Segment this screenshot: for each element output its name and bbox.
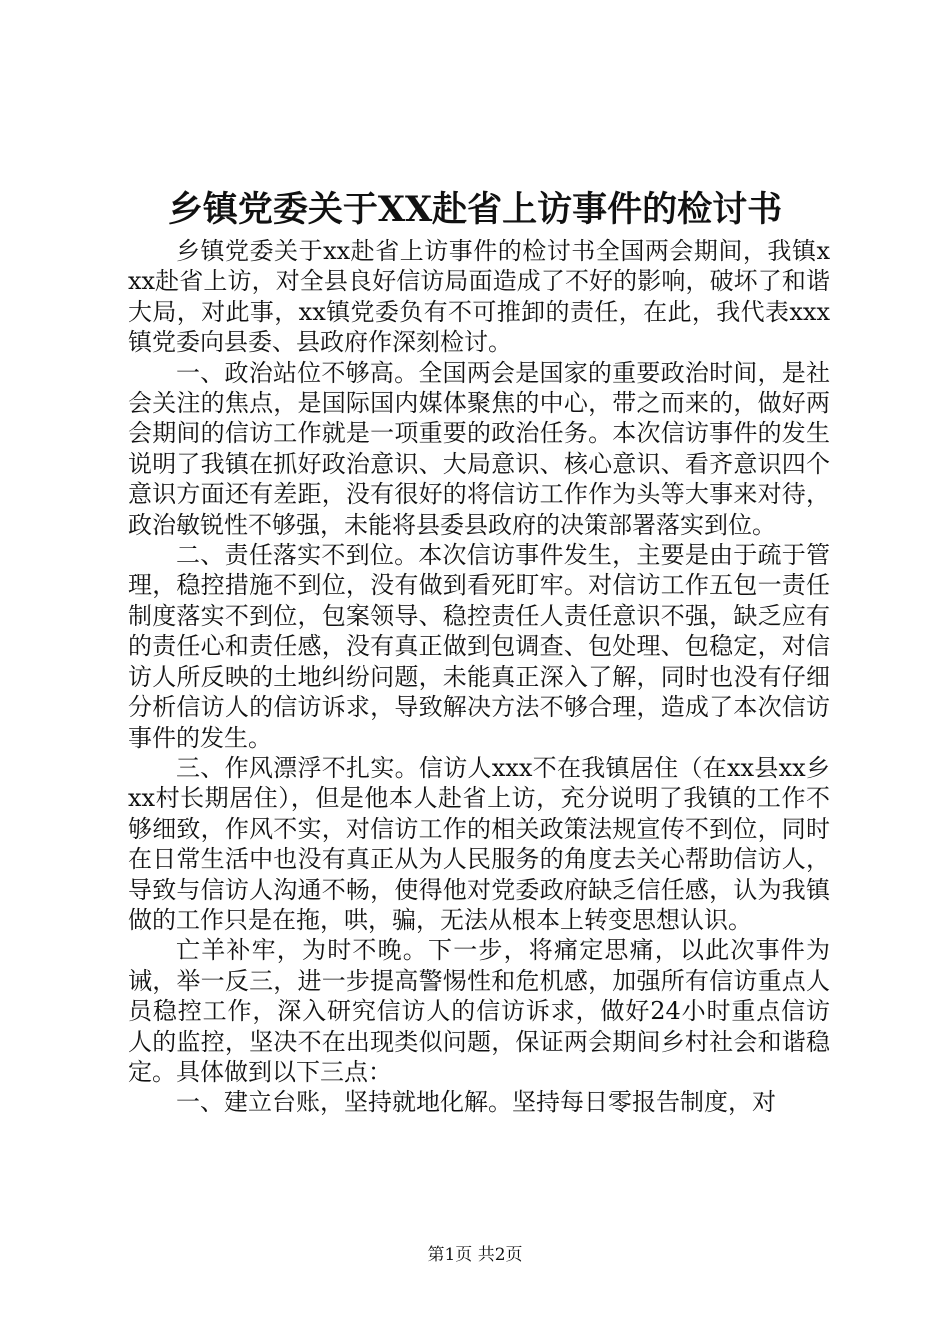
document-title: 乡镇党委关于XX赴省上访事件的检讨书 [167,189,783,230]
paragraph-responsibility: 二、责任落实不到位。本次信访事件发生，主要是由于疏于管理，稳控措施不到位，没有做到看死盯牢。对信访工作五包一责任制度落实不到位，包案领导、稳控责任人责任意识不强，缺乏应有的责任心和责任感，没有真正做到包调查、包处理、包稳定，对信访人所反映的土地纠纷问题，未能真正深入了解，同时也没有仔细分析信访人的信访诉求，导致解决方法不够合理，造成了本次信访事件的发生。 [128,541,830,752]
page-footer: 第1页 共2页 [427,1245,523,1265]
paragraph-intro: 乡镇党委关于xx赴省上访事件的检讨书全国两会期间，我镇xxx赴省上访，对全县良好信访局面造成了不好的影响，破坏了和谐大局，对此事，xx镇党委负有不可推卸的责任，在此，我代表xxx镇党委向县委、县政府作深刻检讨。 [128,237,830,357]
paragraph-work-style: 三、作风漂浮不扎实。信访人xxx不在我镇居住（在xx县xx乡xx村长期居住），但是他本人赴省上访，充分说明了我镇的工作不够细致，作风不实，对信访工作的相关政策法规宣传不到位，同时在日常生活中也没有真正从为人民服务的角度去关心帮助信访人，导致与信访人沟通不畅，使得他对党委政府缺乏信任感，认为我镇做的工作只是在拖，哄，骗，无法从根本上转变思想认识。 [128,753,830,934]
document-body [128,236,830,1118]
paragraph-measure-one: 一、建立台账，坚持就地化解。坚持每日零报告制度，对 [176,1088,776,1117]
paragraph-political-stance: 一、政治站位不够高。全国两会是国家的重要政治时间，是社会关注的焦点，是国际国内媒体聚焦的中心，带之而来的，做好两会期间的信访工作就是一项重要的政治任务。本次信访事件的发生说明了我镇在抓好政治意识、大局意识、核心意识、看齐意识四个意识方面还有差距，没有很好的将信访工作作为头等大事来对待，政治敏锐性不够强，未能将县委县政府的决策部署落实到位。 [128,358,830,539]
paragraph-remedy: 亡羊补牢，为时不晚。下一步，将痛定思痛，以此次事件为诫，举一反三，进一步提高警惕性和危机感，加强所有信访重点人员稳控工作，深入研究信访人的信访诉求，做好24小时重点信访人的监控，坚决不在出现类似问题，保证两会期间乡村社会和谐稳定。具体做到以下三点： [128,936,830,1086]
